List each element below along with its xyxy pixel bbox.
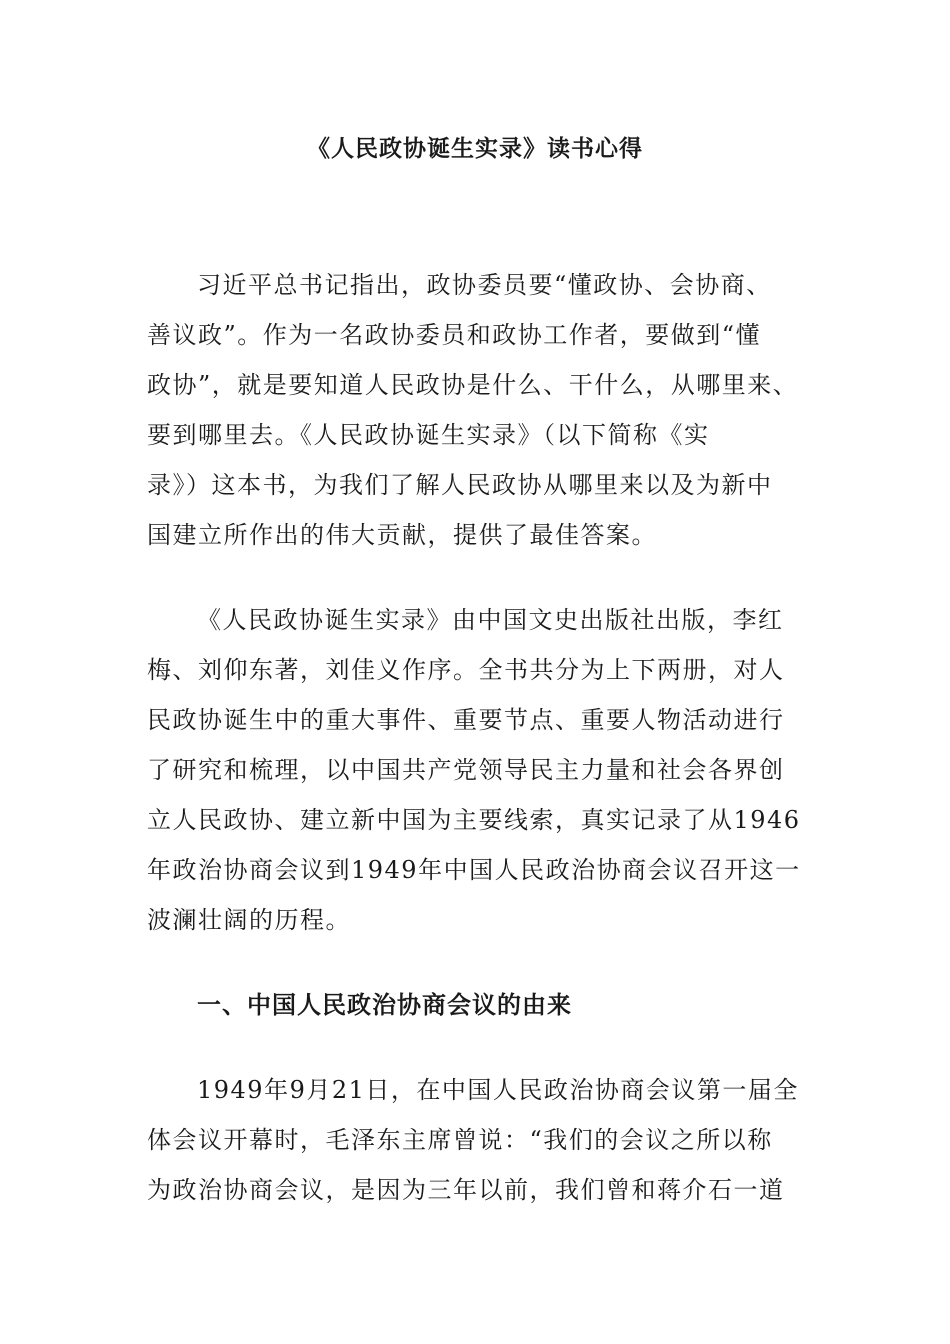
paragraph-2-line: 梅、刘仰东著，刘佳义作序。全书共分为上下两册，对人 [147,656,785,684]
paragraph-2-line: 了研究和梳理，以中国共产党领导民主力量和社会各界创 [147,756,785,784]
paragraph-2-line: 波澜壮阔的历程。 [147,906,351,934]
paragraph-1-line: 录》）这本书，为我们了解人民政协从哪里来以及为新中 [147,471,773,499]
section-heading: 一、中国人民政治协商会议的由来 [197,990,572,1019]
paragraph-3-line: 为政治协商会议，是因为三年以前，我们曾和蒋介石一道 [147,1176,785,1204]
paragraph-1-line: 政协”，就是要知道人民政协是什么、干什么，从哪里来、 [147,371,799,399]
paragraph-2-line: 立人民政协、建立新中国为主要线索，真实记录了从1946 [147,806,801,834]
paragraph-2-line: 民政协诞生中的重大事件、重要节点、重要人物活动进行 [147,706,785,734]
paragraph-2-line: 年政治协商会议到1949年中国人民政治协商会议召开这一 [147,856,801,884]
paragraph-1-line: 国建立所作出的伟大贡献，提供了最佳答案。 [147,521,657,549]
paragraph-3-line: 体会议开幕时，毛泽东主席曾说：“我们的会议之所以称 [147,1126,773,1154]
paragraph-2-line: 《人民政协诞生实录》由中国文史出版社出版，李红 [197,606,784,634]
document-title: 《人民政协诞生实录》读书心得 [307,135,643,162]
paragraph-1-line: 习近平总书记指出，政协委员要“懂政协、会协商、 [197,271,772,299]
paragraph-1-line: 要到哪里去。《人民政协诞生实录》（以下简称《实 [147,421,710,449]
paragraph-1-line: 善议政”。作为一名政协委员和政协工作者，要做到“懂 [147,321,762,349]
paragraph-3-line: 1949年9月21日，在中国人民政治协商会议第一届全 [197,1076,799,1104]
